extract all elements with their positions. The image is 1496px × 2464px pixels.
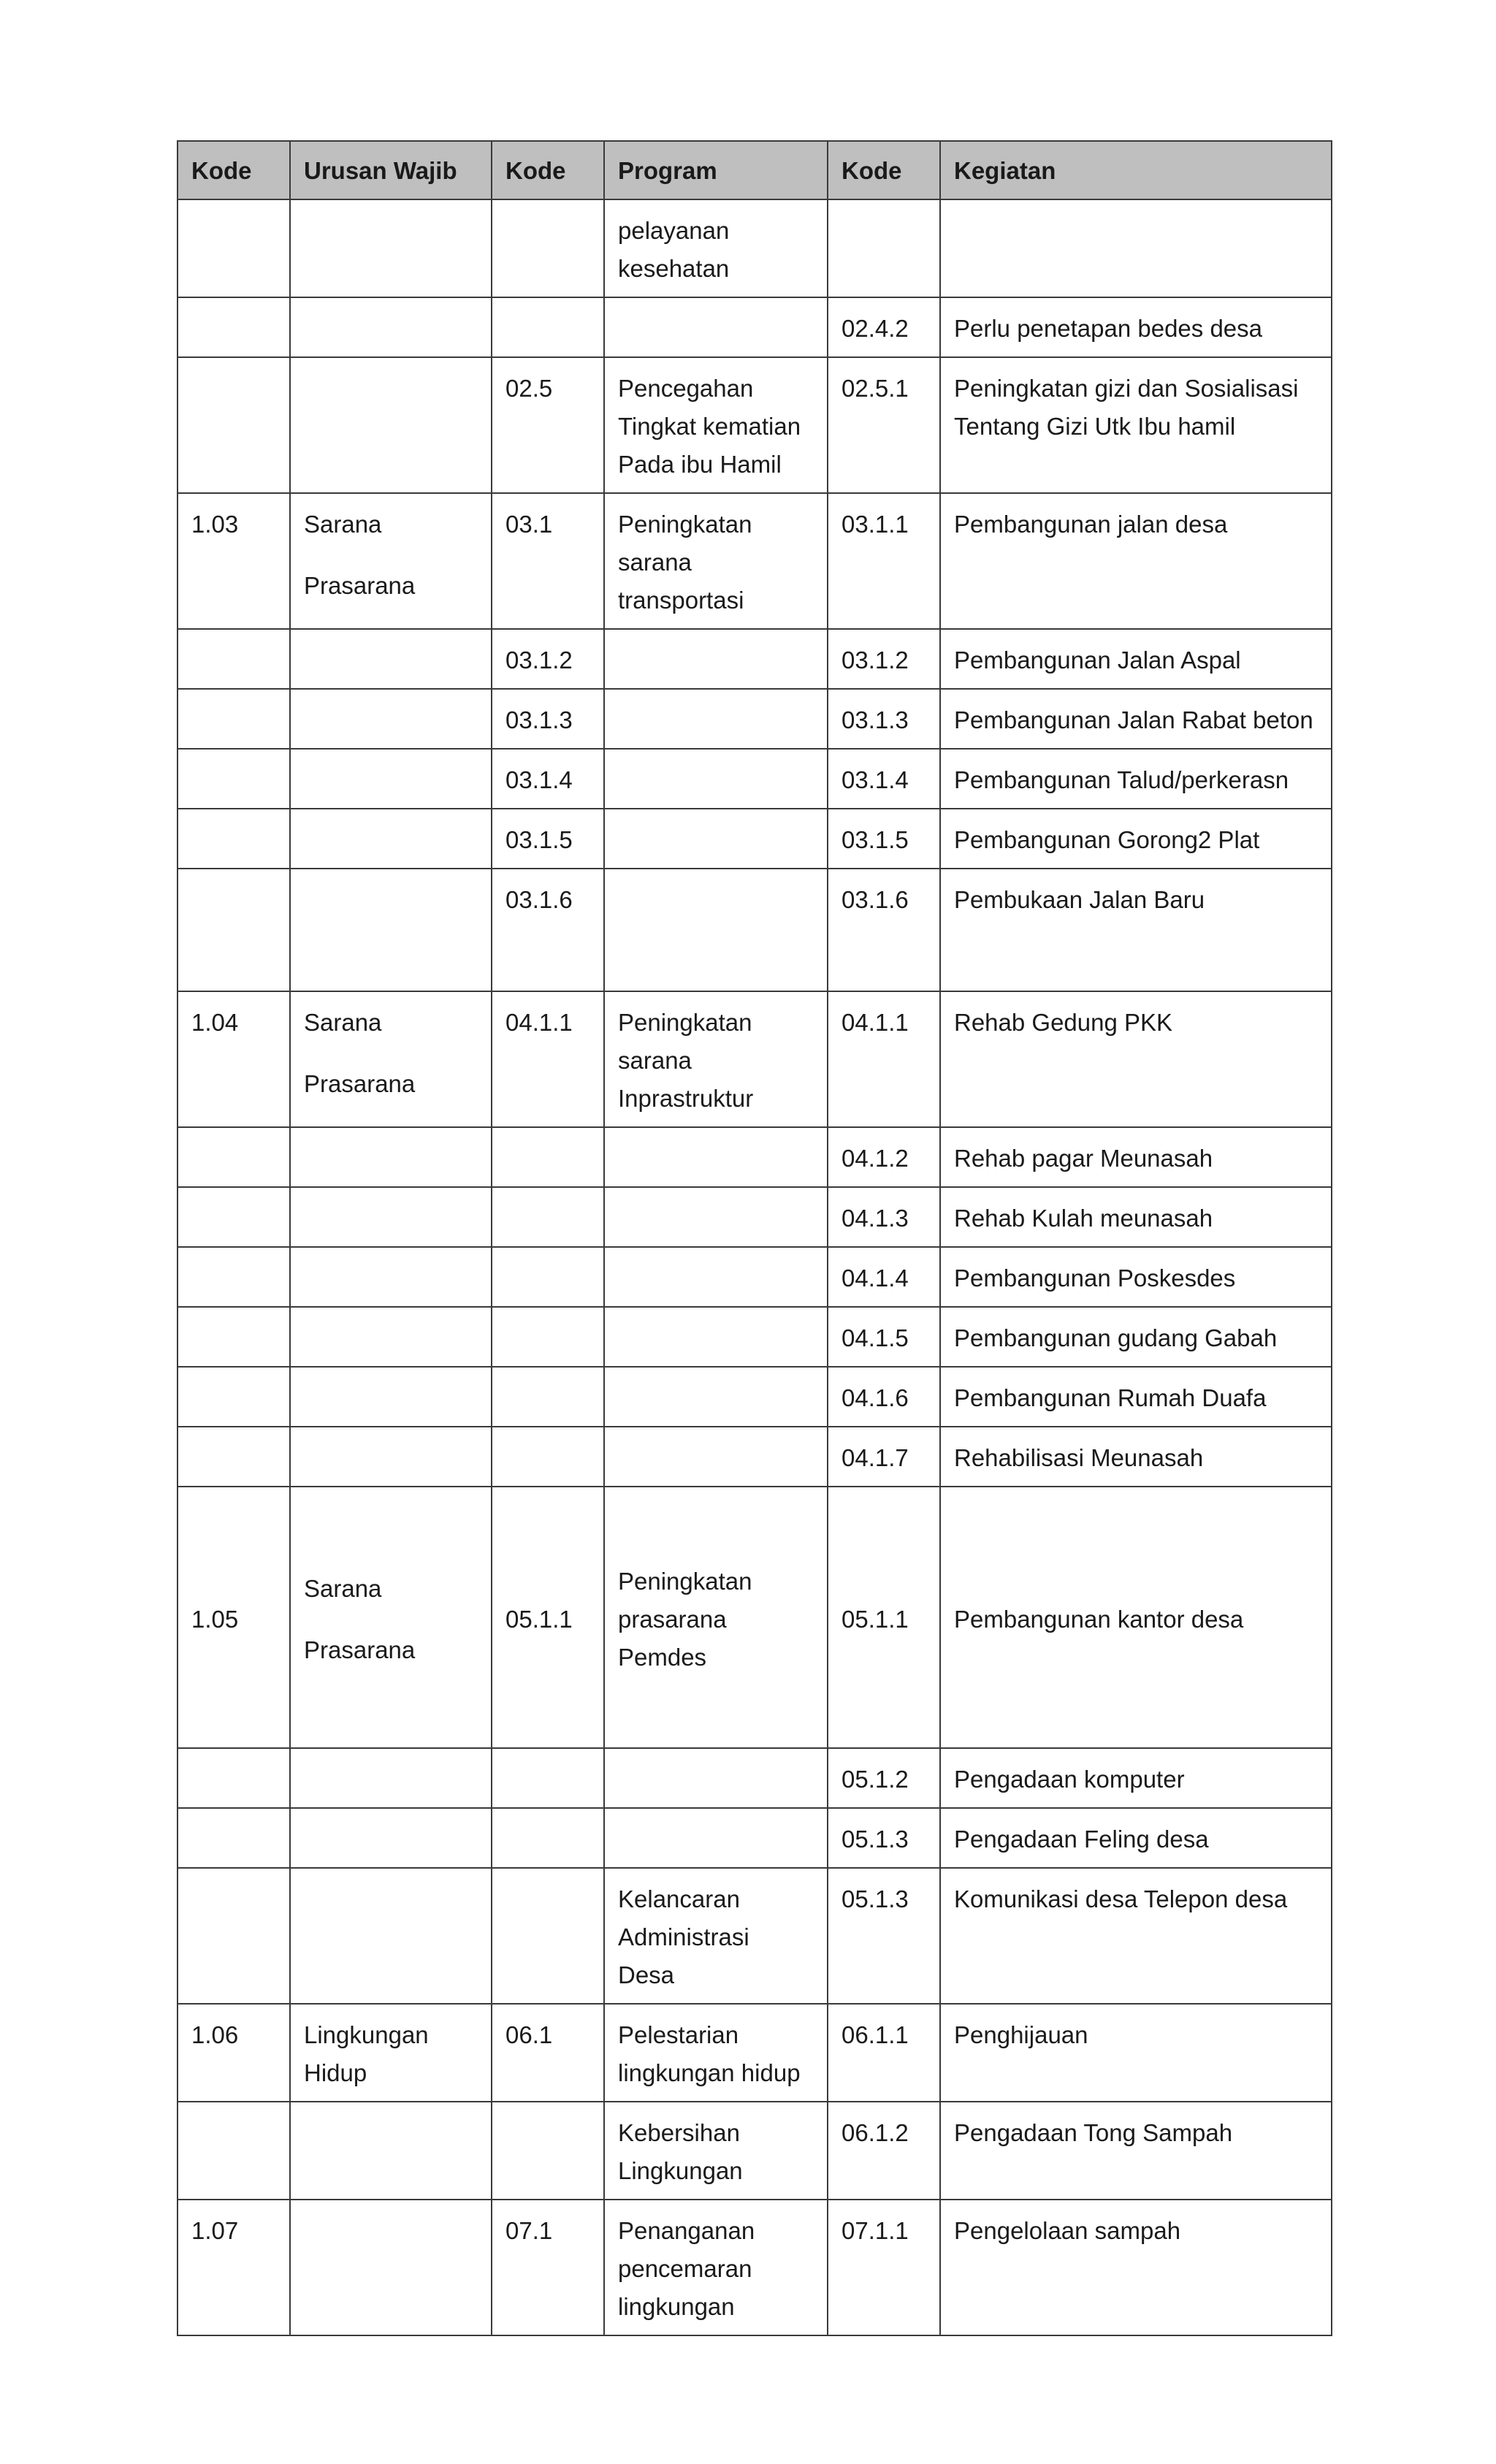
cell-kode-program	[492, 1367, 604, 1427]
table-row	[178, 1487, 1332, 1748]
cell-text-line: Prasarana	[304, 572, 416, 599]
table-row	[178, 1808, 1332, 1868]
cell-urusan-wajib	[290, 869, 492, 991]
cell-text: 1.03	[191, 511, 239, 538]
cell-kode-urusan	[178, 199, 290, 297]
cell-program	[604, 1247, 828, 1307]
cell-text: 03.1.5	[842, 826, 909, 853]
cell-program	[604, 493, 828, 629]
cell-text-line: Prasarana	[304, 1636, 416, 1663]
cell-kode-kegiatan	[828, 2200, 940, 2335]
cell-text-line: Pada ibu Hamil	[618, 451, 782, 478]
cell-text-line: Pembangunan Gorong2 Plat	[954, 826, 1260, 853]
cell-text: 03.1.4	[842, 766, 909, 793]
cell-kegiatan	[940, 1127, 1332, 1187]
cell-text-line: pelayanan	[618, 217, 730, 244]
cell-program	[604, 1868, 828, 2004]
cell-kode-program	[492, 749, 604, 809]
cell-program	[604, 869, 828, 991]
cell-kode-program	[492, 357, 604, 493]
cell-kode-kegiatan	[828, 1307, 940, 1367]
cell-kode-program	[492, 1487, 604, 1748]
cell-urusan-wajib	[290, 1868, 492, 2004]
cell-text: 06.1.2	[842, 2119, 909, 2146]
table-row	[178, 1247, 1332, 1307]
cell-kode-kegiatan	[828, 1187, 940, 1247]
cell-text-line: Prasarana	[304, 1070, 416, 1097]
cell-program	[604, 1808, 828, 1868]
header-kode-program: Kode	[492, 141, 604, 199]
cell-kode-kegiatan	[828, 1127, 940, 1187]
cell-text-line: Penanganan	[618, 2217, 755, 2244]
cell-kode-program	[492, 1808, 604, 1868]
cell-text-line: Peningkatan gizi dan Sosialisasi	[954, 375, 1299, 402]
cell-kode-program	[492, 493, 604, 629]
cell-kode-program	[492, 809, 604, 869]
cell-kode-program	[492, 1427, 604, 1487]
cell-program	[604, 749, 828, 809]
cell-kode-urusan	[178, 2004, 290, 2102]
cell-text: 1.06	[191, 2021, 239, 2048]
cell-text-line: sarana	[618, 549, 692, 576]
table-row	[178, 869, 1332, 991]
cell-kode-program	[492, 629, 604, 689]
cell-text: 07.1.1	[842, 2217, 909, 2244]
cell-text-line: Pembangunan Rumah Duafa	[954, 1384, 1267, 1411]
cell-text-line: Tentang Gizi Utk Ibu hamil	[954, 413, 1236, 440]
cell-urusan-wajib	[290, 2004, 492, 2102]
cell-text-line: Sarana	[304, 1575, 382, 1602]
cell-text-line: Lingkungan	[618, 2157, 743, 2184]
cell-kode-program	[492, 297, 604, 357]
table-row	[178, 2102, 1332, 2200]
cell-program	[604, 1187, 828, 1247]
cell-urusan-wajib	[290, 1427, 492, 1487]
cell-kode-kegiatan	[828, 2102, 940, 2200]
cell-kegiatan	[940, 199, 1332, 297]
program-table	[177, 140, 1332, 2336]
table-row	[178, 809, 1332, 869]
cell-urusan-wajib	[290, 1748, 492, 1808]
cell-text-line: Pencegahan	[618, 375, 754, 402]
cell-urusan-wajib	[290, 493, 492, 629]
cell-kegiatan	[940, 1427, 1332, 1487]
cell-text: 04.1.1	[842, 1009, 909, 1036]
cell-kegiatan	[940, 2200, 1332, 2335]
cell-text-line: prasarana	[618, 1606, 727, 1633]
cell-kegiatan	[940, 357, 1332, 493]
cell-kode-urusan	[178, 991, 290, 1127]
cell-text-line: lingkungan	[618, 2293, 735, 2320]
cell-kode-kegiatan	[828, 1247, 940, 1307]
cell-kode-urusan	[178, 493, 290, 629]
cell-kode-urusan	[178, 1127, 290, 1187]
cell-kegiatan	[940, 689, 1332, 749]
cell-text-line: Pemdes	[618, 1644, 707, 1671]
header-urusan-wajib: Urusan Wajib	[290, 141, 492, 199]
cell-kode-urusan	[178, 749, 290, 809]
table-header-row	[178, 141, 1332, 199]
cell-kode-kegiatan	[828, 1487, 940, 1748]
cell-kegiatan	[940, 1187, 1332, 1247]
cell-kegiatan	[940, 1868, 1332, 2004]
cell-kode-program	[492, 689, 604, 749]
cell-kode-program	[492, 1187, 604, 1247]
cell-text: 1.07	[191, 2217, 239, 2244]
table-row	[178, 749, 1332, 809]
cell-kode-kegiatan	[828, 1808, 940, 1868]
cell-kode-kegiatan	[828, 991, 940, 1127]
cell-text-line: Peningkatan	[618, 511, 752, 538]
cell-kode-kegiatan	[828, 1367, 940, 1427]
cell-text-line: Rehab pagar Meunasah	[954, 1145, 1213, 1172]
cell-kegiatan	[940, 869, 1332, 991]
cell-kode-program	[492, 1868, 604, 2004]
cell-text: 02.4.2	[842, 315, 909, 342]
cell-kode-urusan	[178, 869, 290, 991]
table-row	[178, 1748, 1332, 1808]
cell-text: 03.1.4	[505, 766, 573, 793]
cell-kode-urusan	[178, 2102, 290, 2200]
cell-text: 1.04	[191, 1009, 239, 1036]
cell-text: 05.1.1	[842, 1606, 909, 1633]
table-row	[178, 2200, 1332, 2335]
cell-text: 07.1	[505, 2217, 553, 2244]
cell-text: 03.1.1	[842, 511, 909, 538]
table-row	[178, 1367, 1332, 1427]
cell-kode-urusan	[178, 357, 290, 493]
cell-text-line: Sarana	[304, 511, 382, 538]
cell-kode-kegiatan	[828, 869, 940, 991]
cell-text-line: transportasi	[618, 587, 744, 614]
cell-urusan-wajib	[290, 689, 492, 749]
cell-text-line: Rehabilisasi Meunasah	[954, 1444, 1204, 1471]
table-row	[178, 2004, 1332, 2102]
header-kegiatan: Kegiatan	[940, 141, 1332, 199]
cell-urusan-wajib	[290, 357, 492, 493]
cell-text-line: Hidup	[304, 2059, 367, 2086]
cell-urusan-wajib	[290, 809, 492, 869]
cell-kode-kegiatan	[828, 2004, 940, 2102]
cell-text: 03.1	[505, 511, 553, 538]
cell-text-line: Perlu penetapan bedes desa	[954, 315, 1263, 342]
cell-program	[604, 2004, 828, 2102]
cell-text-line: sarana	[618, 1047, 692, 1074]
cell-kode-program	[492, 2200, 604, 2335]
cell-text-line: lingkungan hidup	[618, 2059, 801, 2086]
cell-urusan-wajib	[290, 1187, 492, 1247]
cell-kode-kegiatan	[828, 297, 940, 357]
table-row	[178, 1187, 1332, 1247]
cell-text-line: Pengadaan komputer	[954, 1766, 1185, 1793]
cell-text: 03.1.3	[842, 706, 909, 733]
cell-kode-kegiatan	[828, 1748, 940, 1808]
cell-text: 03.1.5	[505, 826, 573, 853]
cell-text: 1.05	[191, 1606, 239, 1633]
cell-urusan-wajib	[290, 1367, 492, 1427]
cell-text-line: Pembangunan Jalan Rabat beton	[954, 706, 1313, 733]
cell-program	[604, 2102, 828, 2200]
cell-urusan-wajib	[290, 749, 492, 809]
cell-text: 05.1.3	[842, 1885, 909, 1912]
cell-text-line: Pembangunan gudang Gabah	[954, 1324, 1278, 1351]
cell-program	[604, 1127, 828, 1187]
cell-urusan-wajib	[290, 1307, 492, 1367]
table-row	[178, 689, 1332, 749]
cell-program	[604, 2200, 828, 2335]
cell-kode-urusan	[178, 1748, 290, 1808]
cell-urusan-wajib	[290, 1487, 492, 1748]
cell-kode-program	[492, 1748, 604, 1808]
cell-kegiatan	[940, 1247, 1332, 1307]
cell-text-line: Desa	[618, 1961, 675, 1988]
cell-text-line: Peningkatan	[618, 1568, 752, 1595]
cell-program	[604, 809, 828, 869]
cell-text-line: Lingkungan	[304, 2021, 429, 2048]
line-gap	[304, 543, 478, 567]
cell-text-line: Rehab Kulah meunasah	[954, 1205, 1213, 1232]
cell-text-line: Inprastruktur	[618, 1085, 754, 1112]
cell-kegiatan	[940, 1307, 1332, 1367]
cell-text-line: Pengadaan Feling desa	[954, 1826, 1209, 1853]
cell-text-line: Pembangunan Poskesdes	[954, 1265, 1236, 1292]
cell-kegiatan	[940, 2102, 1332, 2200]
cell-text: 03.1.2	[505, 646, 573, 674]
cell-program	[604, 1748, 828, 1808]
table-row	[178, 493, 1332, 629]
cell-kode-kegiatan	[828, 493, 940, 629]
cell-text-line: Pelestarian	[618, 2021, 739, 2048]
cell-kode-urusan	[178, 2200, 290, 2335]
cell-kegiatan	[940, 2004, 1332, 2102]
cell-kode-kegiatan	[828, 749, 940, 809]
cell-text: 04.1.6	[842, 1384, 909, 1411]
cell-text-line: Sarana	[304, 1009, 382, 1036]
table-row	[178, 357, 1332, 493]
cell-kode-program	[492, 2102, 604, 2200]
cell-kode-program	[492, 1127, 604, 1187]
cell-kode-urusan	[178, 1868, 290, 2004]
cell-kode-program	[492, 2004, 604, 2102]
cell-program	[604, 297, 828, 357]
table-row	[178, 1127, 1332, 1187]
cell-text-line: Penghijauan	[954, 2021, 1088, 2048]
cell-kegiatan	[940, 1808, 1332, 1868]
cell-text-line: Pembangunan Jalan Aspal	[954, 646, 1241, 674]
cell-text-line: pencemaran	[618, 2255, 752, 2282]
cell-kegiatan	[940, 991, 1332, 1127]
cell-text: 03.1.3	[505, 706, 573, 733]
cell-urusan-wajib	[290, 1808, 492, 1868]
cell-text: 02.5.1	[842, 375, 909, 402]
cell-program	[604, 991, 828, 1127]
cell-text-line: kesehatan	[618, 255, 730, 282]
cell-urusan-wajib	[290, 629, 492, 689]
cell-text-line: Pembukaan Jalan Baru	[954, 886, 1205, 913]
cell-text-line: Tingkat kematian	[618, 413, 801, 440]
cell-text: 04.1.1	[505, 1009, 573, 1036]
cell-text: 04.1.2	[842, 1145, 909, 1172]
cell-program	[604, 629, 828, 689]
cell-kode-kegiatan	[828, 199, 940, 297]
cell-kegiatan	[940, 493, 1332, 629]
header-kode-kegiatan: Kode	[828, 141, 940, 199]
header-program: Program	[604, 141, 828, 199]
table-row	[178, 297, 1332, 357]
cell-text: 04.1.3	[842, 1205, 909, 1232]
cell-kode-program	[492, 991, 604, 1127]
cell-kegiatan	[940, 749, 1332, 809]
cell-kode-urusan	[178, 1487, 290, 1748]
cell-urusan-wajib	[290, 2102, 492, 2200]
cell-text: 03.1.2	[842, 646, 909, 674]
cell-kegiatan	[940, 1487, 1332, 1748]
cell-text-line: Pengelolaan sampah	[954, 2217, 1181, 2244]
cell-text-line: Pembangunan Talud/perkerasn	[954, 766, 1289, 793]
cell-program	[604, 357, 828, 493]
cell-program	[604, 199, 828, 297]
cell-text-line: Kelancaran	[618, 1885, 740, 1912]
cell-kode-kegiatan	[828, 809, 940, 869]
cell-kode-program	[492, 1307, 604, 1367]
cell-text-line: Kebersihan	[618, 2119, 740, 2146]
table-row	[178, 1868, 1332, 2004]
cell-text-line: Pembangunan jalan desa	[954, 511, 1228, 538]
cell-kode-kegiatan	[828, 629, 940, 689]
cell-kode-program	[492, 199, 604, 297]
cell-text: 03.1.6	[505, 886, 573, 913]
cell-text: 05.1.3	[842, 1826, 909, 1853]
cell-urusan-wajib	[290, 199, 492, 297]
table-row	[178, 199, 1332, 297]
cell-text-line: Komunikasi desa Telepon desa	[954, 1885, 1288, 1912]
cell-text-line: Pengadaan Tong Sampah	[954, 2119, 1233, 2146]
table-row	[178, 1427, 1332, 1487]
cell-kegiatan	[940, 1748, 1332, 1808]
line-gap	[304, 1042, 478, 1065]
cell-program	[604, 1487, 828, 1748]
cell-text-line: Pembangunan kantor desa	[954, 1606, 1244, 1633]
cell-kode-urusan	[178, 1808, 290, 1868]
cell-kode-urusan	[178, 1427, 290, 1487]
table-body	[178, 199, 1332, 2335]
cell-kode-urusan	[178, 809, 290, 869]
cell-kode-urusan	[178, 1367, 290, 1427]
cell-urusan-wajib	[290, 991, 492, 1127]
cell-urusan-wajib	[290, 2200, 492, 2335]
cell-kode-kegiatan	[828, 1868, 940, 2004]
cell-program	[604, 1427, 828, 1487]
table-row	[178, 629, 1332, 689]
cell-text-line: Peningkatan	[618, 1009, 752, 1036]
cell-kode-urusan	[178, 297, 290, 357]
cell-program	[604, 1307, 828, 1367]
cell-text-line: Administrasi	[618, 1923, 749, 1950]
cell-kode-program	[492, 869, 604, 991]
cell-kegiatan	[940, 629, 1332, 689]
cell-text: 04.1.7	[842, 1444, 909, 1471]
cell-text: 02.5	[505, 375, 553, 402]
cell-urusan-wajib	[290, 1127, 492, 1187]
line-gap	[304, 1608, 478, 1631]
cell-text: 04.1.5	[842, 1324, 909, 1351]
cell-kode-program	[492, 1247, 604, 1307]
table-row	[178, 1307, 1332, 1367]
cell-urusan-wajib	[290, 297, 492, 357]
cell-kode-kegiatan	[828, 1427, 940, 1487]
cell-text: 06.1.1	[842, 2021, 909, 2048]
cell-text-line: Rehab Gedung PKK	[954, 1009, 1173, 1036]
cell-kegiatan	[940, 809, 1332, 869]
cell-kode-kegiatan	[828, 689, 940, 749]
cell-text: 06.1	[505, 2021, 553, 2048]
cell-kode-kegiatan	[828, 357, 940, 493]
table-row	[178, 991, 1332, 1127]
cell-kode-urusan	[178, 1187, 290, 1247]
cell-kegiatan	[940, 297, 1332, 357]
cell-text: 05.1.2	[842, 1766, 909, 1793]
cell-kode-urusan	[178, 1307, 290, 1367]
cell-kode-urusan	[178, 1247, 290, 1307]
cell-urusan-wajib	[290, 1247, 492, 1307]
cell-kode-urusan	[178, 629, 290, 689]
cell-kode-urusan	[178, 689, 290, 749]
cell-text: 04.1.4	[842, 1265, 909, 1292]
header-kode-urusan: Kode	[178, 141, 290, 199]
cell-program	[604, 1367, 828, 1427]
cell-kegiatan	[940, 1367, 1332, 1427]
cell-text: 05.1.1	[505, 1606, 573, 1633]
cell-text: 03.1.6	[842, 886, 909, 913]
cell-program	[604, 689, 828, 749]
